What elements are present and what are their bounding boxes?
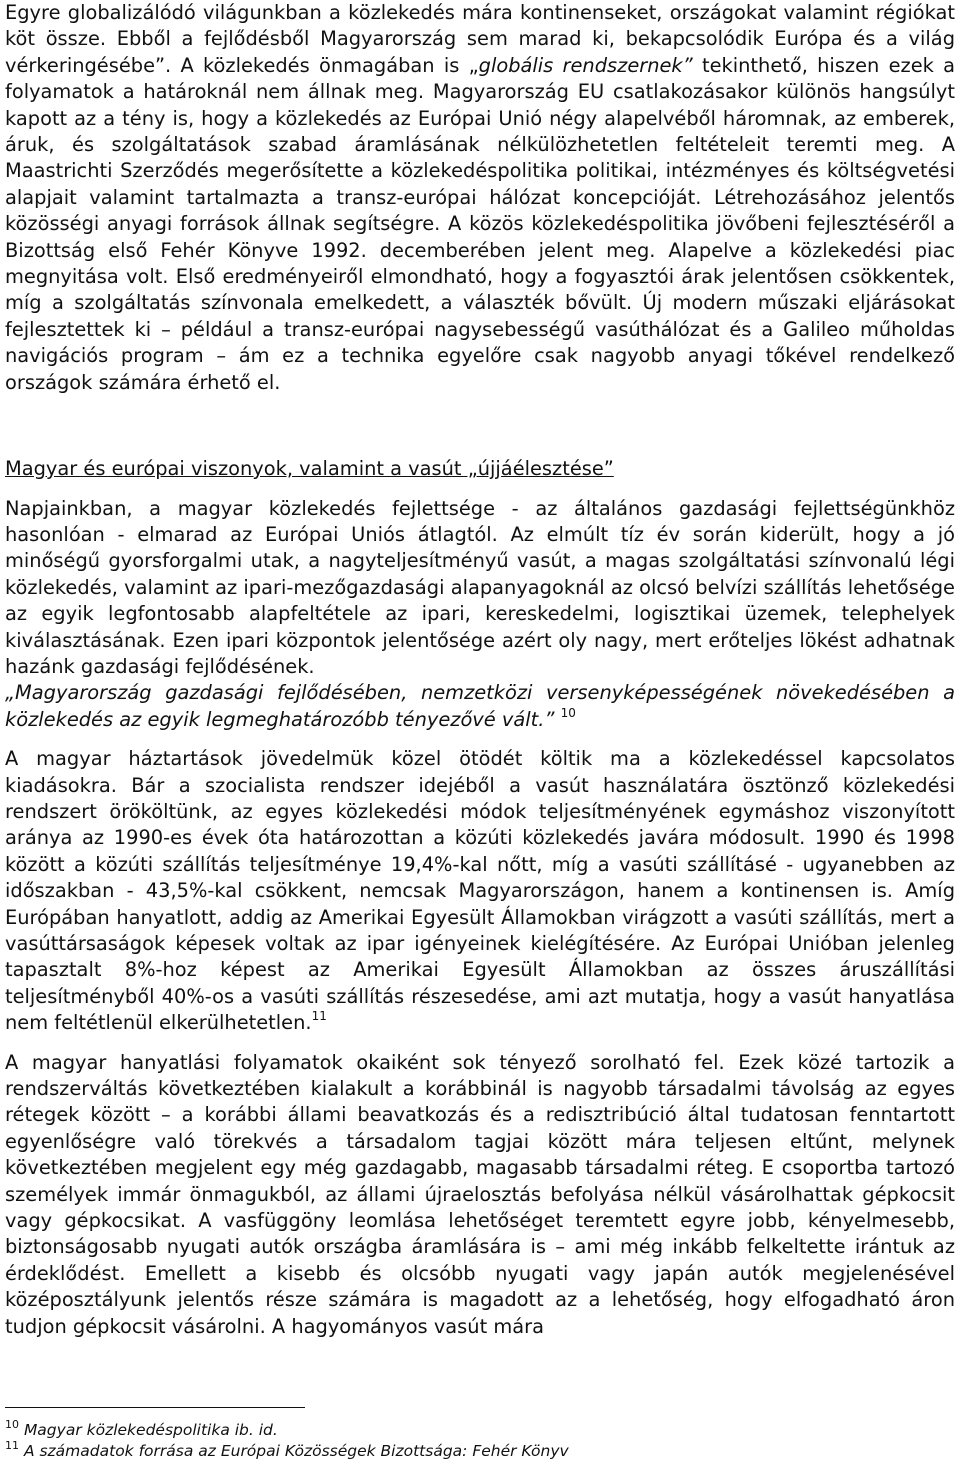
paragraph-intro-text: Egyre globalizálódó világunkban a közlekedés mára kontinenseket, országokat valamint régiókat köt össze. Ebből a fejlődésből Magyarország sem marad ki, bekapcsolódik Európa és a világ vérkeringésébe”. A közlekedés önmagában is „ xyxy=(5,1,955,77)
document-page xyxy=(5,0,955,1340)
footnote-11 xyxy=(5,1441,955,1462)
paragraph-decline: A magyar hanyatlási folyamatok okaiként sok tényező sorolható fel. Ezek közé tartozik a rendszerváltás következtében kialakult a korábbinál is nagyobb társadalmi távolság az egyes rétegek között – a korábbi állami beavatkozás és a redisztribúció által tudatosan fenntartott egyenlőségre való törekvés a társadalom tagjai között mára teljesen eltűnt, melynek következtében megjelent egy még gazdagabb, magasabb társadalmi réteg. E csoportba tartozó személyek immár önmagukból, az állami újraelosztás befolyása nélkül vásárolhattak gépkocsit vagy gépkocsikat. A vasfüggöny leomlása lehetőséget teremtett egyre jobb, kényelmesebb, biztonságosabb nyugati autók országba áramlására is – ami még inkább felkeltette irántuk az érdeklődést. Emellett a kisebb és olcsóbb nyugati vagy japán autók megjelenésével középosztályunk jelentős része számára is magadott az a lehetőség, hogy elfogadható áron tudjon gépkocsit vásárolni. A hagyományos vasút mára xyxy=(5,1050,955,1338)
paragraph-intro xyxy=(5,0,955,396)
footnote-ref-11: 11 xyxy=(311,1009,327,1024)
footnote-number: 10 xyxy=(5,1418,19,1431)
section-heading: Magyar és európai viszonyok, valamint a vasút „újjáélesztése” xyxy=(5,457,614,481)
quote-text: „Magyarország gazdasági fejlődésében, nemzetközi versenyképességének növekedésében a közlekedés az egyik legmeghatározóbb tényezővé vált.” xyxy=(5,681,955,731)
footnote-number: 11 xyxy=(5,1439,19,1452)
footnote-text: A számadatok forrása az Európai Közösségek Bizottsága: Fehér Könyv xyxy=(23,1442,569,1460)
footnote-divider xyxy=(5,1407,305,1408)
footnote-ref-10: 10 xyxy=(560,705,576,720)
paragraph-development: Napjainkban, a magyar közlekedés fejlettsége - az általános gazdasági fejlettségünkhöz hasonlóan - elmarad az Európai Uniós átlagtól. Az elmúlt tíz év során kiderült, hogy a jó minőségű gyorsforgalmi utak, a nagyteljesítményű vasút, a magas szolgáltatási színvonalú légi közlekedés, valamint az ipari-mezőgazdasági alapanyagoknál az olcsó belvízi szállítás lehetősége az egyik legfontosabb alapfeltétele az ipari, kereskedelmi, logisztikai üzemek, telephelyek kiválasztásának. Ezen ipari központok jelentősége azért oly nagy, mert erőteljes lökést adhatnak hazánk gazdasági fejlődésének. xyxy=(5,496,955,678)
paragraph-intro-italic: globális rendszernek” xyxy=(478,53,693,77)
paragraph-intro-rest: tekinthető, hiszen ezek a folyamatok a határoknál nem állnak meg. Magyarország EU csatlakozásakor különös hangsúlyt kapott az a tény is, hogy a közlekedés az Európai Unió négy alapelvéből háromnak, az emberek, áruk, és szolgáltatások szabad áramlásának nélkülözhetetlen feltételeit teremti meg. A Maastrichti Szerződés megerősítette a közlekedéspolitika politikai, intézményes és költségvetési alapjait valamint tartalmazta a transz-európai hálózat koncepcióját. Létrehozásához jelentős közösségi anyagi források állnak segítségre. A közös közlekedéspolitika jövőbeni fejlesztéséről a Bizottság első Fehér Könyve 1992. decemberében jelent meg. Alapelve a közlekedési piac megnyitása volt. Első eredményeiről elmondható, hogy a fogyasztói árak jelentősen csökkentek, míg a szolgáltatás színvonala emelkedett, a választék bővült. Új modern műszaki eljárásokat fejlesztettek ki – például a transz-európai nagysebességű vasúthálózat és a Galileo műholdas navigációs program – ám ez a technika egyelőre csak nagyobb anyagi tőkével rendelkező országok számára érhető el. xyxy=(5,53,955,394)
paragraph-households-text: A magyar háztartások jövedelmük közel ötödét költik ma a közlekedéssel kapcsolatos kiadásokra. Bár a szocialista rendszer idejéből a vasút használatára ösztönző közlekedési rendszert örököltünk, az egyes közlekedési módok teljesítményének egymáshoz viszonyított aránya az 1990-es évek óta határozottan a közúti közlekedés javára módosult. 1990 és 1998 között a közúti szállítás teljesítménye 19,4%-kal nőtt, míg a vasúti szállításé - ugyanebben az időszakban - 43,5%-kal csökkent, nemcsak Magyarországon, hanem a kontinensen is. Amíg Európában hanyatlott, addig az Amerikai Egyesült Államokban virágzott a vasúti szállítás, mert a vasúttársaságok képesek voltak az ipar igényeinek kielégítésére. Az Európai Unióban jelenleg tapasztalt 8%-hoz képest az Amerikai Egyesült Államokban az összes áruszállítási teljesítményből 40%-os a vasúti szállítás részesedése, ami azt mutatja, hogy a vasút hanyatlása nem feltétlenül elkerülhetetlen. xyxy=(5,747,955,1035)
footnote-10 xyxy=(5,1420,955,1441)
footnotes xyxy=(5,1407,955,1462)
footnote-text: Magyar közlekedéspolitika ib. id. xyxy=(23,1421,278,1439)
quote-paragraph xyxy=(5,680,955,733)
paragraph-households xyxy=(5,746,955,1036)
